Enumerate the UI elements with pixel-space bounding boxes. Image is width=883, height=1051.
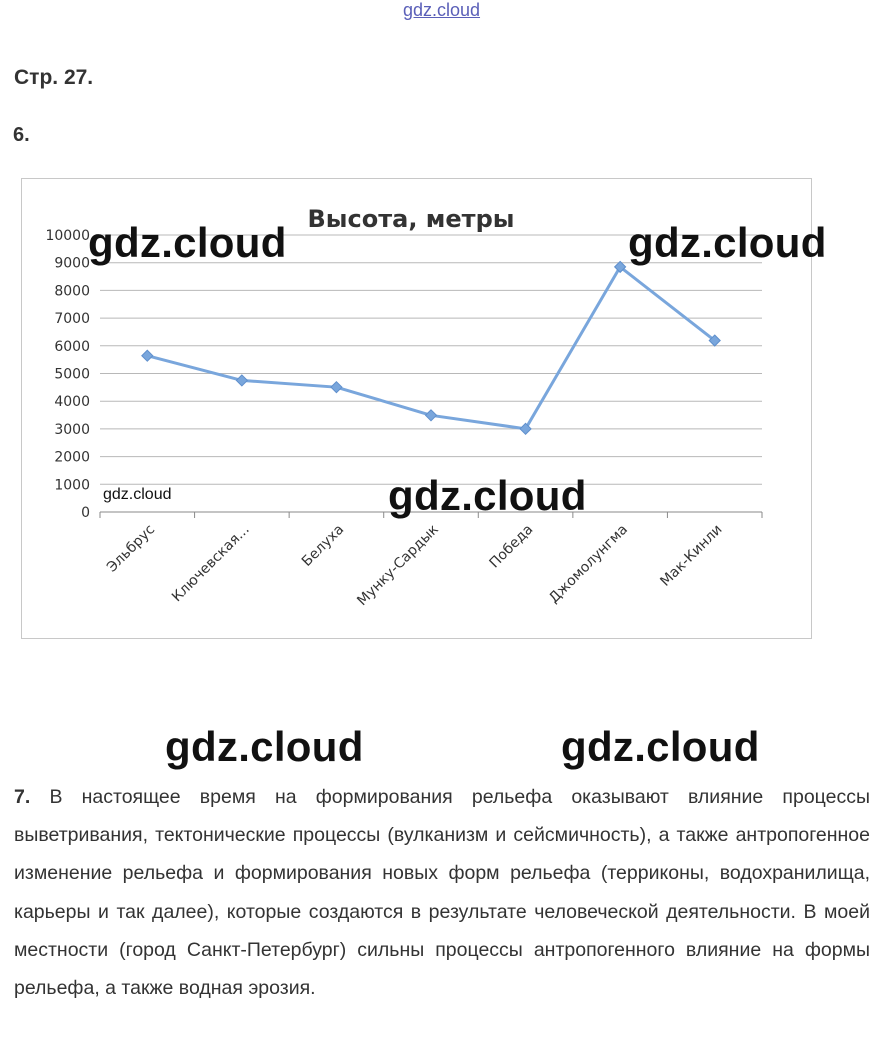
- y-tick-label: 7000: [54, 311, 90, 328]
- site-link[interactable]: gdz.cloud: [402, 0, 481, 20]
- data-point-marker: [142, 350, 153, 361]
- y-tick-label: 6000: [54, 338, 90, 355]
- watermark: gdz.cloud: [388, 472, 587, 519]
- y-tick-label: 0: [81, 505, 90, 521]
- chart-title: Высота, метры: [307, 205, 515, 233]
- x-tick-label: Ключевская...: [169, 521, 253, 606]
- y-tick-label: 2000: [54, 449, 90, 466]
- watermark-small: gdz.cloud: [103, 486, 172, 503]
- x-tick-label: Эльбрус: [104, 521, 159, 576]
- x-tick-label: Джомолунгма: [546, 521, 631, 607]
- watermark: gdz.cloud: [561, 723, 760, 770]
- task-6-number: 6.: [13, 124, 30, 146]
- data-point-marker: [236, 375, 247, 386]
- y-tick-label: 9000: [54, 255, 90, 272]
- task-7-answer: [14, 778, 870, 1007]
- page-label: Стр. 27.: [14, 66, 94, 89]
- watermark: gdz.cloud: [88, 219, 287, 266]
- task-7-text: В настоящее время на формирования рельефа оказывают влияние процессы выветривания, тектонические процессы (вулканизм и сейсмичность), а также антропогенное изменение рельефа и формирования новых форм рельефа (терриконы, водохранилища, карьеры и так далее), которые создаются в результате человеческой деятельности. В моей местности (город Санкт-Петербург) сильны процессы антропогенного влияние на формы рельефа, а также водная эрозия.: [14, 786, 870, 1000]
- x-tick-label: Мак-Кинли: [657, 521, 726, 590]
- y-tick-label: 10000: [45, 228, 90, 244]
- y-tick-label: 5000: [54, 366, 90, 383]
- x-tick-label: Белуха: [298, 521, 348, 570]
- series-line: [147, 267, 714, 429]
- x-tick-label: Победа: [486, 521, 537, 572]
- y-tick-label: 8000: [54, 283, 90, 300]
- watermark: gdz.cloud: [628, 219, 827, 266]
- y-tick-label: 3000: [54, 421, 90, 438]
- y-tick-label: 4000: [54, 394, 90, 411]
- watermark: gdz.cloud: [165, 723, 364, 770]
- data-point-marker: [331, 382, 342, 393]
- task-7-number: 7.: [14, 786, 31, 808]
- x-tick-label: Мунку-Сардык: [354, 521, 442, 610]
- data-point-marker: [426, 410, 437, 421]
- y-tick-label: 1000: [54, 477, 90, 494]
